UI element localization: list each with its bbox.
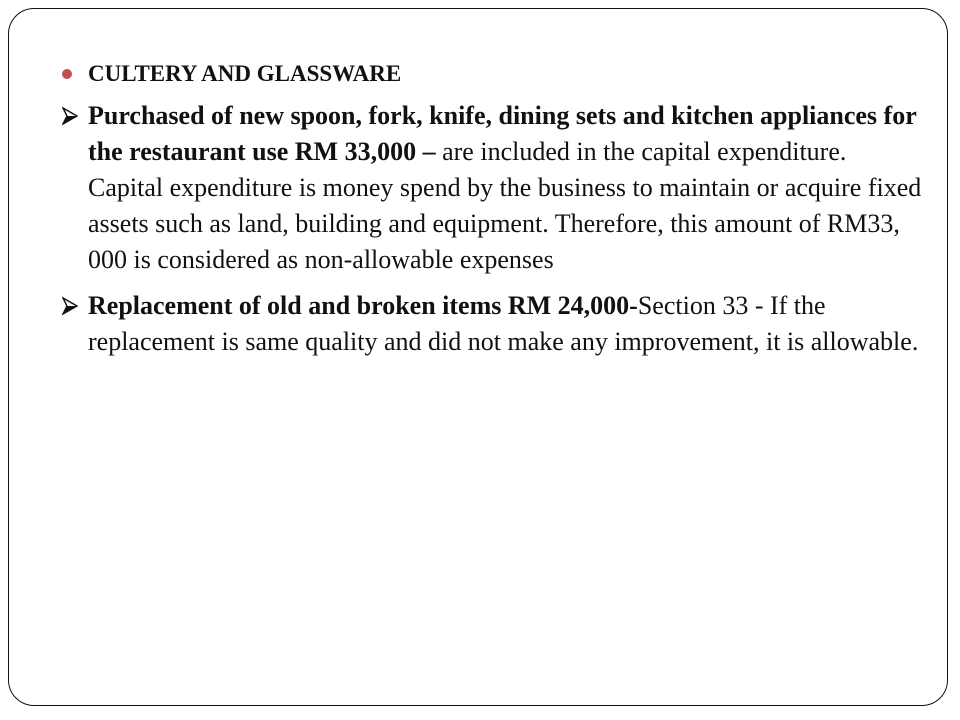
item-body-text: Section 33 - If the replacement is same quality and did not make any improvement, it is allowable. [88, 291, 919, 356]
bullet-item-replacement [62, 288, 922, 360]
arrow-bullet-icon [62, 296, 78, 316]
slide-content [62, 58, 922, 370]
item-bold-text: Purchased of new spoon, fork, knife, dining sets and kitchen appliances for the restaurant use RM 33,000 – [88, 101, 917, 166]
dot-bullet-icon [62, 69, 72, 79]
item-bold-text: Replacement of old and broken items RM 24,000- [88, 291, 638, 320]
bullet-item-capital-expenditure [62, 98, 922, 278]
heading-row [62, 58, 922, 90]
heading-text: CULTERY AND GLASSWARE [88, 61, 402, 86]
arrow-bullet-icon [62, 106, 78, 126]
item-body-text: are included in the capital expenditure. Capital expenditure is money spend by the business to maintain or acquire fixed assets such as land, building and equipment. Therefore, this amount of RM33, 000 is considered as non-allowable expenses [88, 137, 922, 274]
